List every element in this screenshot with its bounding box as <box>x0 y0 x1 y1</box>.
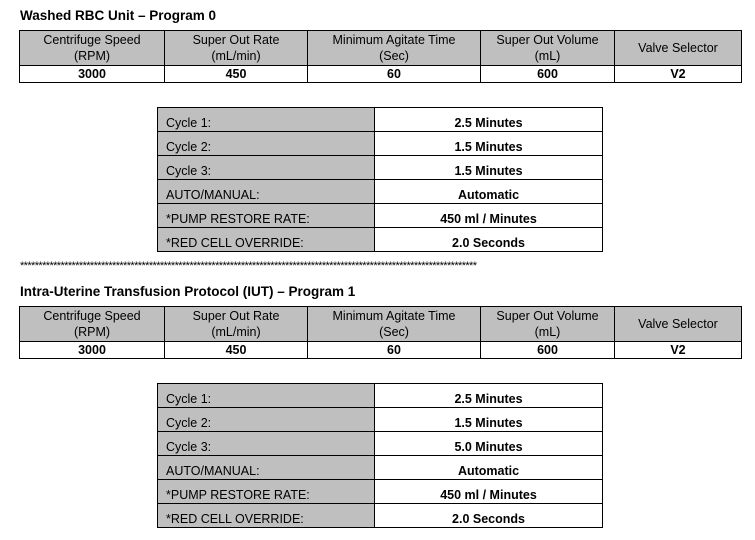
table-row <box>158 132 603 156</box>
table-row <box>158 228 603 252</box>
table-row <box>158 384 603 408</box>
value-min-agitate-time: 60 <box>308 342 481 359</box>
table-row <box>158 456 603 480</box>
header-super-out-rate: Super Out Rate (mL/min) <box>165 31 308 66</box>
cycle-2-value: 1.5 Minutes <box>375 132 603 156</box>
value-super-out-volume: 600 <box>481 66 615 83</box>
table-row <box>158 180 603 204</box>
pump-restore-rate-value: 450 ml / Minutes <box>375 204 603 228</box>
cycle-1-value: 2.5 Minutes <box>375 108 603 132</box>
cycle-2-label: Cycle 2: <box>158 408 375 432</box>
cycle-3-value: 1.5 Minutes <box>375 156 603 180</box>
auto-manual-label: AUTO/MANUAL: <box>158 180 375 204</box>
value-centrifuge-speed: 3000 <box>20 342 165 359</box>
cycle-1-label: Cycle 1: <box>158 108 375 132</box>
header-min-agitate-time: Minimum Agitate Time (Sec) <box>308 31 481 66</box>
pump-restore-rate-label: *PUMP RESTORE RATE: <box>158 480 375 504</box>
auto-manual-label: AUTO/MANUAL: <box>158 456 375 480</box>
header-centrifuge-speed: Centrifuge Speed (RPM) <box>20 31 165 66</box>
program0-params-table <box>19 30 742 83</box>
cycle-2-value: 1.5 Minutes <box>375 408 603 432</box>
params-header-row <box>20 31 742 66</box>
table-row <box>158 108 603 132</box>
table-row <box>158 204 603 228</box>
auto-manual-value: Automatic <box>375 456 603 480</box>
value-super-out-volume: 600 <box>481 342 615 359</box>
value-valve-selector: V2 <box>615 66 742 83</box>
params-value-row <box>20 66 742 83</box>
value-super-out-rate: 450 <box>165 342 308 359</box>
red-cell-override-value: 2.0 Seconds <box>375 504 603 528</box>
program1-cycles-table <box>157 383 603 528</box>
auto-manual-value: Automatic <box>375 180 603 204</box>
header-super-out-volume: Super Out Volume (mL) <box>481 31 615 66</box>
header-valve-selector: Valve Selector <box>615 307 742 342</box>
value-centrifuge-speed: 3000 <box>20 66 165 83</box>
pump-restore-rate-value: 450 ml / Minutes <box>375 480 603 504</box>
table-row <box>158 432 603 456</box>
separator-line: **************************************************************************************************************************** <box>20 260 477 272</box>
header-valve-selector: Valve Selector <box>615 31 742 66</box>
table-row <box>158 480 603 504</box>
red-cell-override-value: 2.0 Seconds <box>375 228 603 252</box>
cycle-3-value: 5.0 Minutes <box>375 432 603 456</box>
program0-title: Washed RBC Unit – Program 0 <box>20 8 217 23</box>
header-super-out-volume: Super Out Volume (mL) <box>481 307 615 342</box>
cycle-1-label: Cycle 1: <box>158 384 375 408</box>
header-min-agitate-time: Minimum Agitate Time (Sec) <box>308 307 481 342</box>
red-cell-override-label: *RED CELL OVERRIDE: <box>158 504 375 528</box>
program0-cycles-table <box>157 107 603 252</box>
cycle-1-value: 2.5 Minutes <box>375 384 603 408</box>
program1-params-table <box>19 306 742 359</box>
pump-restore-rate-label: *PUMP RESTORE RATE: <box>158 204 375 228</box>
cycle-3-label: Cycle 3: <box>158 156 375 180</box>
cycle-3-label: Cycle 3: <box>158 432 375 456</box>
header-super-out-rate: Super Out Rate (mL/min) <box>165 307 308 342</box>
red-cell-override-label: *RED CELL OVERRIDE: <box>158 228 375 252</box>
header-centrifuge-speed: Centrifuge Speed (RPM) <box>20 307 165 342</box>
cycle-2-label: Cycle 2: <box>158 132 375 156</box>
params-header-row <box>20 307 742 342</box>
value-super-out-rate: 450 <box>165 66 308 83</box>
table-row <box>158 408 603 432</box>
table-row <box>158 156 603 180</box>
program1-title: Intra-Uterine Transfusion Protocol (IUT) – Program 1 <box>20 284 356 299</box>
value-valve-selector: V2 <box>615 342 742 359</box>
table-row <box>158 504 603 528</box>
value-min-agitate-time: 60 <box>308 66 481 83</box>
params-value-row <box>20 342 742 359</box>
